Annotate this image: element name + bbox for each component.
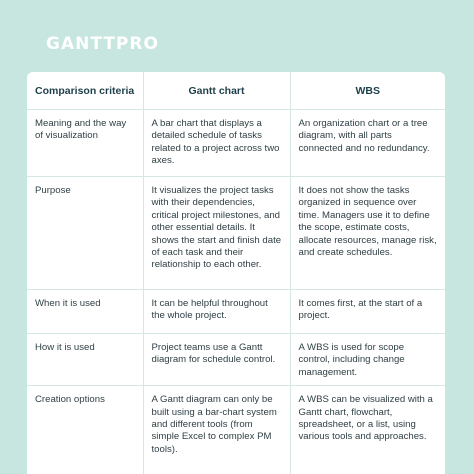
- header-gantt-chart: Gantt chart: [143, 72, 290, 110]
- ganttpro-logo: GANTTPRO: [46, 34, 159, 54]
- wbs-cell: A WBS is used for scope control, including change management.: [290, 334, 445, 386]
- header-comparison-criteria: Comparison criteria: [27, 72, 143, 110]
- wbs-cell: It comes first, at the start of a project.: [290, 290, 445, 334]
- wbs-cell: It does not show the tasks organized in sequence over time. Managers use it to define the scope, estimate costs, allocate resources, manage risk, and create schedules.: [290, 177, 445, 290]
- wbs-cell: An organization chart or a tree diagram, with all parts connected and no redundancy.: [290, 110, 445, 177]
- header-wbs: WBS: [290, 72, 445, 110]
- criteria-cell: When it is used: [27, 290, 143, 334]
- criteria-cell: Purpose: [27, 177, 143, 290]
- table-row: [27, 334, 445, 386]
- criteria-cell: Meaning and the way of visualization: [27, 110, 143, 177]
- criteria-cell: How it is used: [27, 334, 143, 386]
- gantt-cell: Project teams use a Gantt diagram for schedule control.: [143, 334, 290, 386]
- table-row: [27, 110, 445, 177]
- criteria-cell: Creation options: [27, 386, 143, 474]
- table-header-row: [27, 72, 445, 110]
- comparison-table: [27, 72, 445, 474]
- comparison-card: [27, 72, 445, 474]
- table-row: [27, 177, 445, 290]
- gantt-cell: It visualizes the project tasks with their dependencies, critical project milestones, and other essential details. It shows the start and finish date of each task and their relationship to each other.: [143, 177, 290, 290]
- table-row: [27, 386, 445, 474]
- table-row: [27, 290, 445, 334]
- gantt-cell: It can be helpful throughout the whole project.: [143, 290, 290, 334]
- gantt-cell: A Gantt diagram can only be built using a bar-chart system and different tools (from simple Excel to complex PM tools).: [143, 386, 290, 474]
- gantt-cell: A bar chart that displays a detailed schedule of tasks related to a project across two axes.: [143, 110, 290, 177]
- wbs-cell: A WBS can be visualized with a Gantt chart, flowchart, spreadsheet, or a list, using various tools and approaches.: [290, 386, 445, 474]
